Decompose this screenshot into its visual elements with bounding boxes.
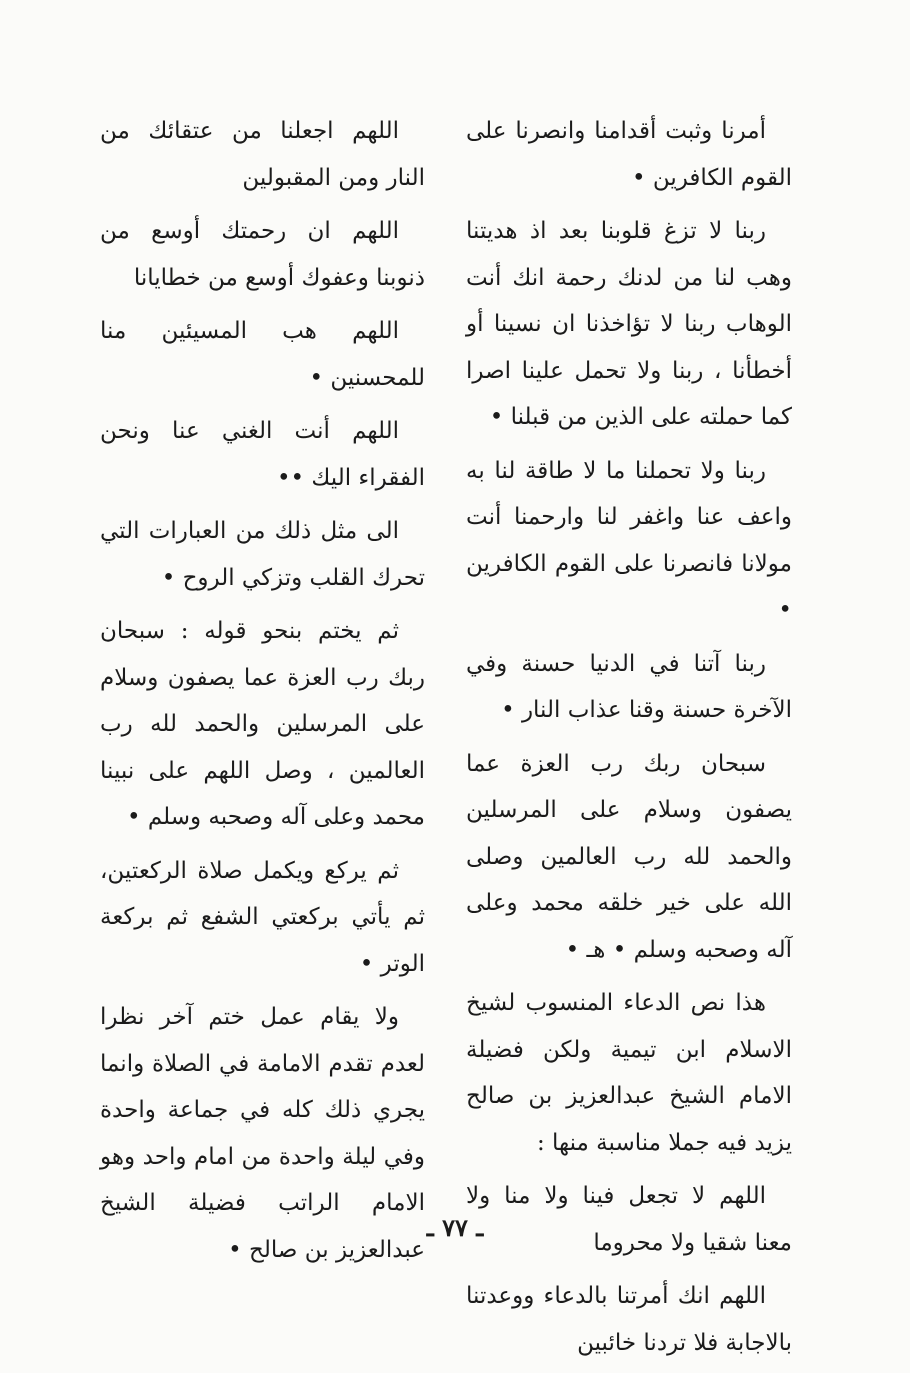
paragraph: اللهم اجعلنا من عتقائك من النار ومن المقبولين xyxy=(100,118,425,191)
paragraph: هذا نص الدعاء المنسوب لشيخ الاسلام ابن تيمية ولكن فضيلة الامام الشيخ عبدالعزيز بن صالح يزيد فيه جملا مناسبة منها : xyxy=(466,990,792,1156)
right-column xyxy=(466,108,792,1373)
paragraph: اللهم انك أمرتنا بالدعاء ووعدتنا بالاجابة فلا تردنا خائبين xyxy=(466,1283,792,1356)
paragraph: اللهم ان رحمتك أوسع من ذنوبنا وعفوك أوسع من خطايانا xyxy=(100,218,425,291)
paragraph: اللهم أنت الغني عنا ونحن الفقراء اليك •• xyxy=(100,418,425,491)
paragraph: اللهم هب المسيئين منا للمحسنين • xyxy=(100,318,425,391)
paragraph: الى مثل ذلك من العبارات التي تحرك القلب وتزكي الروح • xyxy=(100,518,425,591)
paragraph: ربنا ولا تحملنا ما لا طاقة لنا به واعف عنا واغفر لنا وارحمنا أنت مولانا فانصرنا على القوم الكافرين • xyxy=(466,457,792,623)
paragraph: ربنا لا تزغ قلوبنا بعد اذ هديتنا وهب لنا من لدنك رحمة انك أنت الوهاب ربنا لا تؤاخذنا ان نسينا أو أخطأنا ، ربنا ولا تحمل علينا اصرا كما حملته على الذين من قبلنا • xyxy=(466,218,792,430)
paragraph: أمرنا وثبت أقدامنا وانصرنا على القوم الكافرين • xyxy=(466,118,792,191)
paragraph: سبحان ربك رب العزة عما يصفون وسلام على المرسلين والحمد لله رب العالمين وصلى الله على خير خلقه محمد وعلى آله وصحبه وسلم • هـ • xyxy=(466,750,792,963)
paragraph: ربنا آتنا في الدنيا حسنة وفي الآخرة حسنة وقنا عذاب النار • xyxy=(466,650,792,723)
paragraph: ثم يركع ويكمل صلاة الركعتين، ثم يأتي بركعتي الشفع ثم بركعة الوتر • xyxy=(100,857,425,977)
paragraph: ثم يختم بنحو قوله : سبحان ربك رب العزة عما يصفون وسلام على المرسلين والحمد لله رب العالمين ، وصل اللهم على نبينا محمد وعلى آله وصحبه وسلم • xyxy=(100,618,425,830)
paragraph: اللهم لا تجعل فينا ولا منا ولا معنا شقيا ولا محروما xyxy=(466,1183,792,1256)
paragraph: ولا يقام عمل ختم آخر نظرا لعدم تقدم الامامة في الصلاة وانما يجري ذلك كله في جماعة واحدة وفي ليلة واحدة من امام واحد وهو الامام الراتب فضيلة الشيخ عبدالعزيز بن صالح • xyxy=(100,1004,425,1263)
page-number: ـ ٧٧ ـ xyxy=(426,1213,484,1242)
left-column xyxy=(100,108,425,1280)
